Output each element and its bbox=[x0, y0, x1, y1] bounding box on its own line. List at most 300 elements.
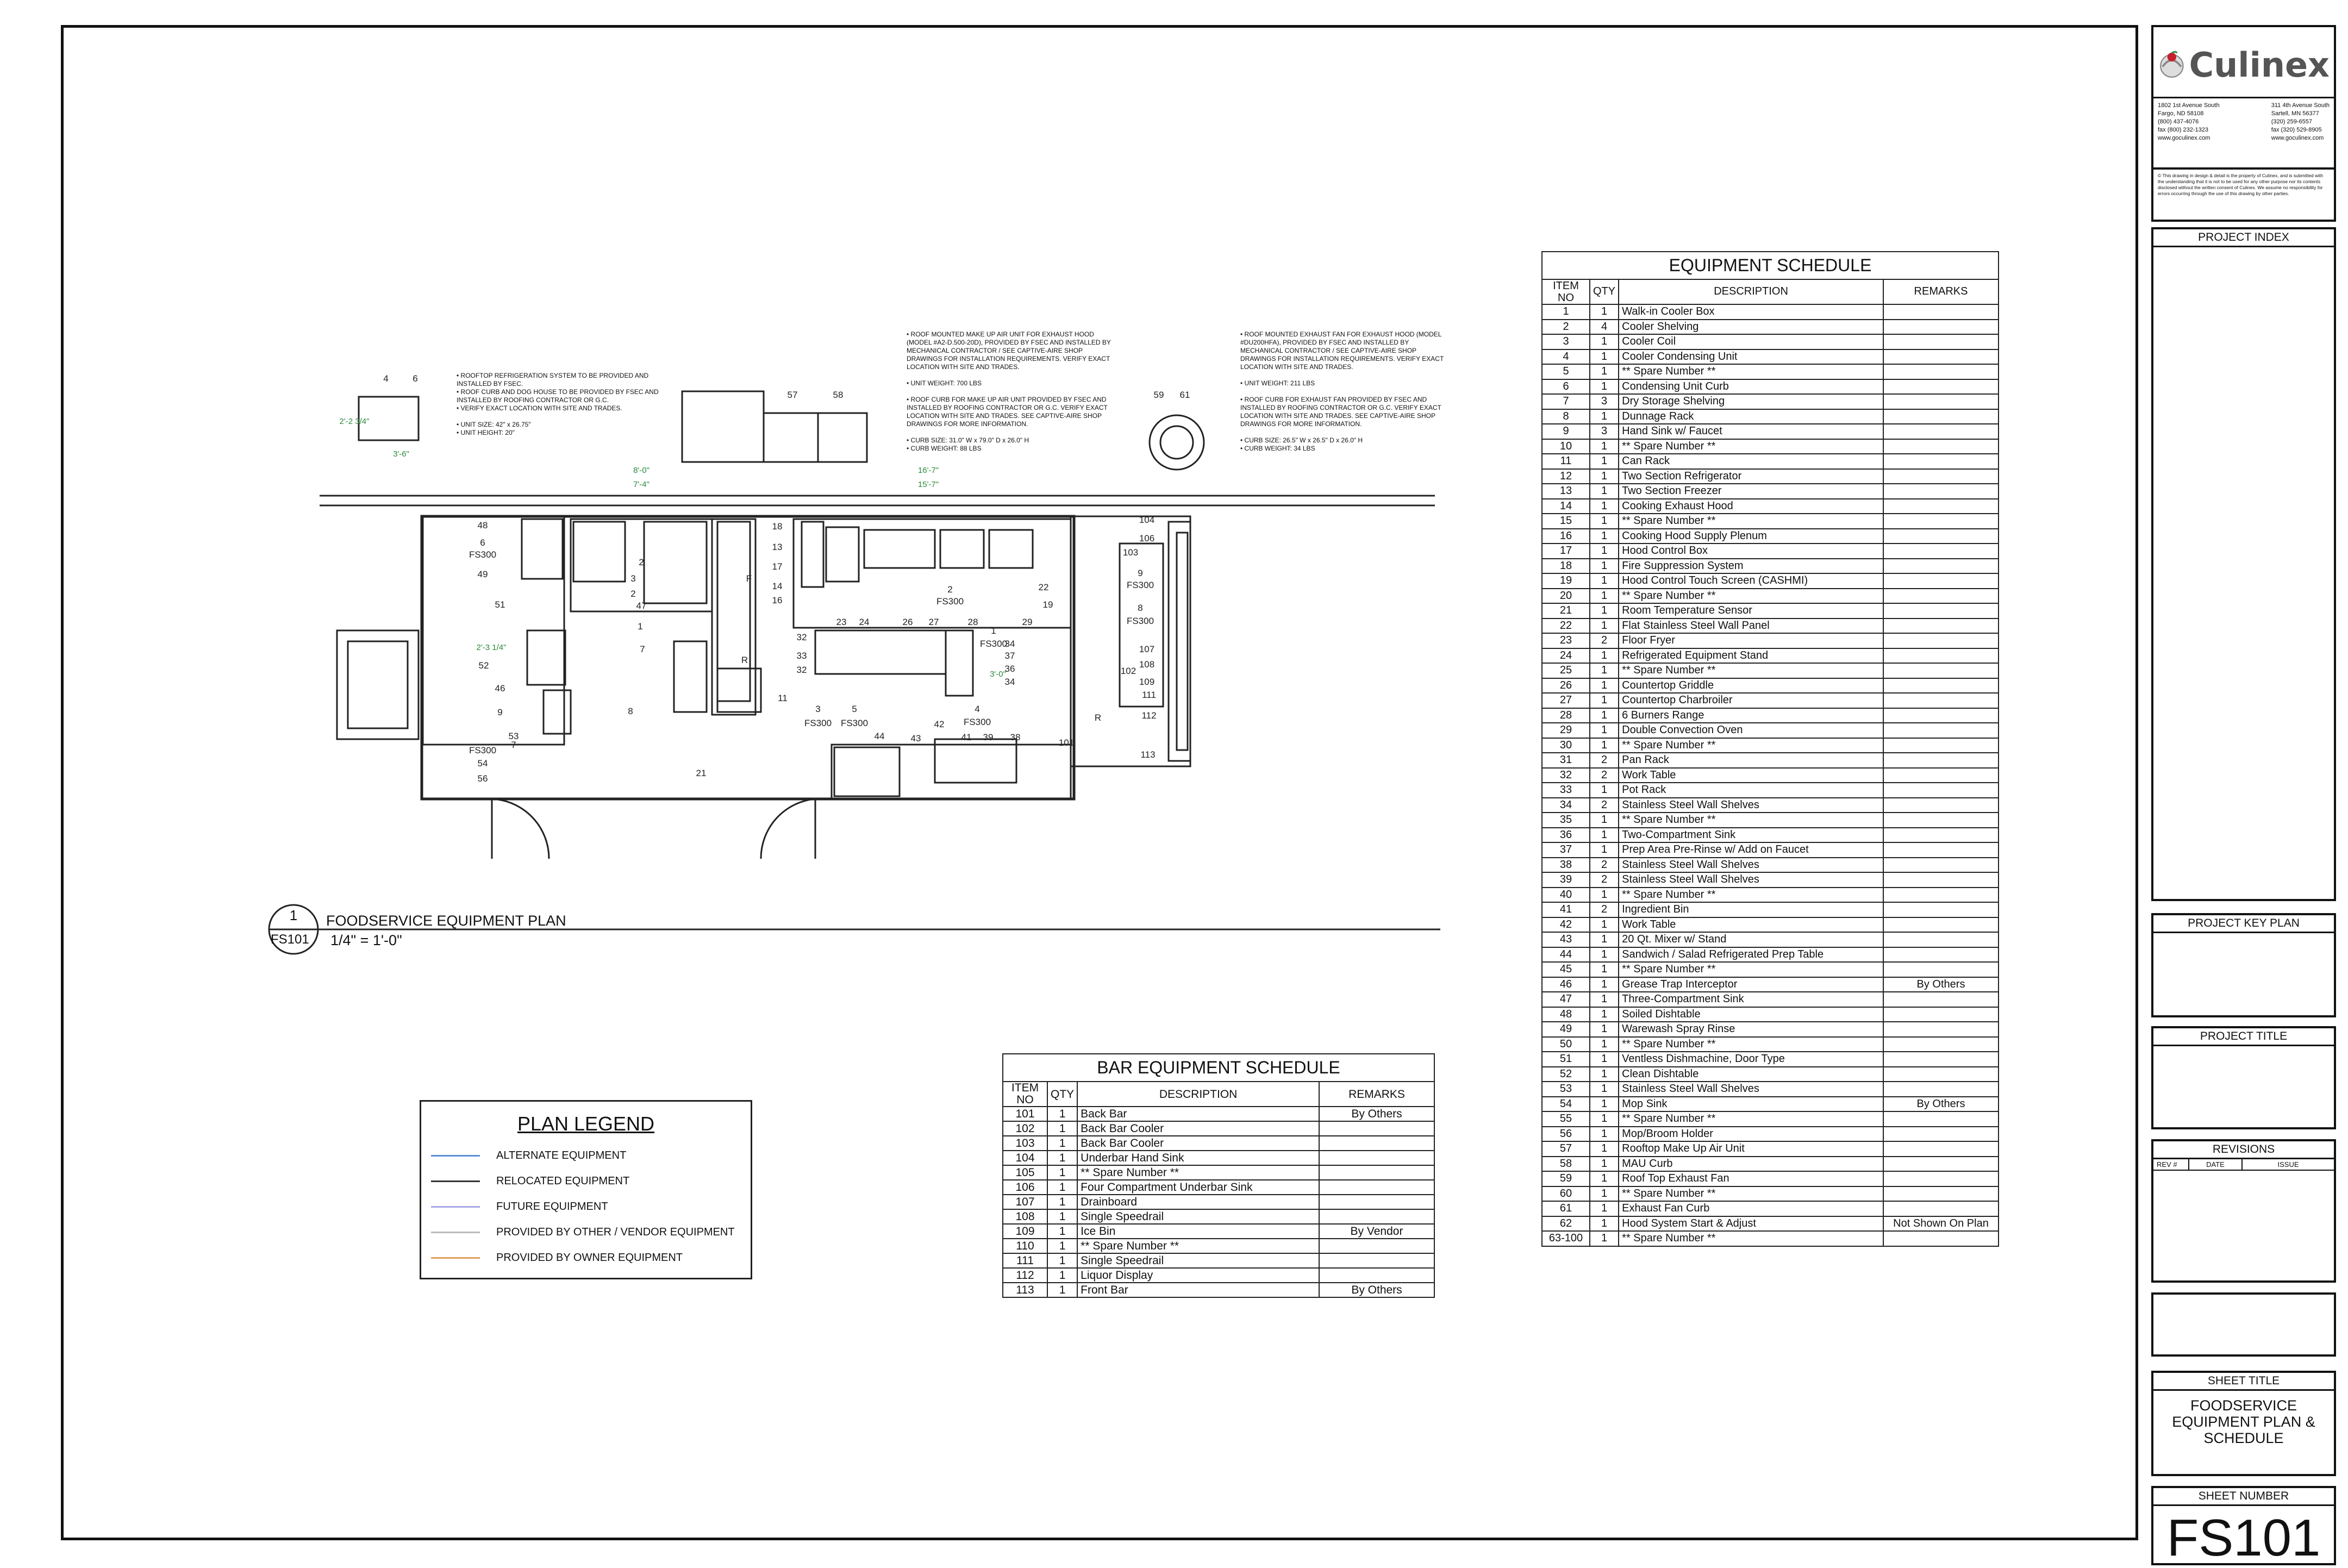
eq-cell-remarks bbox=[1883, 424, 1999, 439]
eq-cell-qty: 1 bbox=[1590, 559, 1619, 574]
eq-row bbox=[1542, 529, 1999, 544]
eq-cell-description: Hood System Start & Adjust bbox=[1619, 1216, 1883, 1232]
eq-cell-qty: 1 bbox=[1590, 1082, 1619, 1097]
bar-cell-description: Front Bar bbox=[1077, 1283, 1319, 1297]
eq-cell-item-no: 15 bbox=[1542, 514, 1590, 529]
eq-col-qty: QTY bbox=[1590, 279, 1619, 304]
eq-cell-qty: 1 bbox=[1590, 828, 1619, 843]
equipment-tag: FS300 bbox=[963, 717, 991, 727]
sheet-title: FOODSERVICE EQUIPMENT PLAN & SCHEDULE bbox=[2172, 1397, 2315, 1446]
bar-cell-description: Ice Bin bbox=[1077, 1224, 1319, 1239]
eq-cell-qty: 1 bbox=[1590, 723, 1619, 738]
eq-cell-item-no: 35 bbox=[1542, 813, 1590, 828]
title-block bbox=[2151, 25, 2336, 1567]
equipment-tag: 49 bbox=[477, 569, 488, 579]
bar-cell-description: Back Bar Cooler bbox=[1077, 1136, 1319, 1151]
bar-col-item-no: ITEM NO bbox=[1003, 1082, 1047, 1107]
eq-cell-qty: 1 bbox=[1590, 678, 1619, 694]
eq-row bbox=[1542, 1082, 1999, 1097]
eq-cell-qty: 1 bbox=[1590, 932, 1619, 947]
eq-cell-item-no: 53 bbox=[1542, 1082, 1590, 1097]
plan-scale: 1/4" = 1'-0" bbox=[330, 932, 402, 948]
bar-cell-remarks bbox=[1319, 1195, 1434, 1209]
eq-cell-remarks bbox=[1883, 738, 1999, 753]
eq-cell-remarks bbox=[1883, 603, 1999, 619]
eq-cell-qty: 1 bbox=[1590, 1127, 1619, 1142]
eq-cell-item-no: 56 bbox=[1542, 1127, 1590, 1142]
bar-row bbox=[1003, 1107, 1434, 1121]
equipment-tag: 102 bbox=[1120, 666, 1136, 676]
foodservice-equipment-plan bbox=[0, 0, 1468, 978]
eq-cell-remarks bbox=[1883, 484, 1999, 499]
eq-cell-item-no: 1 bbox=[1542, 304, 1590, 320]
eq-cell-qty: 1 bbox=[1590, 738, 1619, 753]
dimension-label: 3'-6" bbox=[393, 449, 409, 459]
eq-row bbox=[1542, 768, 1999, 783]
equipment-tag: FS300 bbox=[936, 596, 964, 607]
eq-cell-item-no: 62 bbox=[1542, 1216, 1590, 1232]
bar-cell-remarks: By Vendor bbox=[1319, 1224, 1434, 1239]
eq-row bbox=[1542, 1097, 1999, 1112]
eq-cell-qty: 1 bbox=[1590, 917, 1619, 933]
eq-row bbox=[1542, 454, 1999, 469]
eq-cell-qty: 1 bbox=[1590, 708, 1619, 723]
bar-cell-remarks bbox=[1319, 1253, 1434, 1268]
eq-cell-description: Dry Storage Shelving bbox=[1619, 394, 1883, 409]
eq-row bbox=[1542, 962, 1999, 977]
bar-cell-qty: 1 bbox=[1047, 1283, 1077, 1297]
equipment-tag: 101 bbox=[1058, 738, 1075, 748]
eq-cell-remarks bbox=[1883, 753, 1999, 768]
eq-row bbox=[1542, 514, 1999, 529]
eq-row bbox=[1542, 1231, 1999, 1246]
eq-cell-remarks bbox=[1883, 304, 1999, 320]
legend-label: ALTERNATE EQUIPMENT bbox=[496, 1150, 627, 1161]
eq-cell-remarks bbox=[1883, 1157, 1999, 1172]
eq-cell-qty: 2 bbox=[1590, 753, 1619, 768]
bar-cell-item-no: 108 bbox=[1003, 1209, 1047, 1224]
equipment-tag: 1 bbox=[638, 621, 643, 632]
eq-cell-remarks: By Others bbox=[1883, 1097, 1999, 1112]
project-key-plan-box bbox=[2151, 913, 2336, 1017]
eq-cell-remarks bbox=[1883, 1141, 1999, 1157]
eq-cell-remarks bbox=[1883, 364, 1999, 379]
eq-cell-item-no: 8 bbox=[1542, 409, 1590, 424]
equipment-tag: FS300 bbox=[1126, 580, 1154, 590]
eq-cell-qty: 1 bbox=[1590, 469, 1619, 484]
equipment-tag: 34 bbox=[1004, 639, 1015, 649]
eq-cell-remarks: By Others bbox=[1883, 977, 1999, 992]
eq-cell-remarks bbox=[1883, 1037, 1999, 1052]
equipment-tag: 39 bbox=[983, 732, 994, 742]
eq-cell-remarks bbox=[1883, 409, 1999, 424]
equipment-tag: 42 bbox=[934, 719, 945, 729]
eq-row bbox=[1542, 619, 1999, 634]
company-box bbox=[2151, 25, 2336, 174]
eq-cell-description: Dunnage Rack bbox=[1619, 409, 1883, 424]
eq-cell-remarks bbox=[1883, 798, 1999, 813]
eq-cell-qty: 1 bbox=[1590, 529, 1619, 544]
eq-row bbox=[1542, 708, 1999, 723]
legend-line-swatch bbox=[431, 1232, 480, 1233]
eq-row bbox=[1542, 1201, 1999, 1216]
equipment-tag: 2 bbox=[947, 584, 953, 595]
eq-col-remarks: REMARKS bbox=[1883, 279, 1999, 304]
eq-cell-description: Floor Fryer bbox=[1619, 633, 1883, 648]
equipment-tag: 3 bbox=[815, 704, 821, 714]
eq-cell-remarks bbox=[1883, 663, 1999, 678]
eq-cell-qty: 1 bbox=[1590, 409, 1619, 424]
eq-cell-description: ** Spare Number ** bbox=[1619, 514, 1883, 529]
equipment-tag: F bbox=[746, 573, 752, 584]
equipment-tag: 28 bbox=[967, 617, 978, 627]
eq-cell-description: Room Temperature Sensor bbox=[1619, 603, 1883, 619]
bar-cell-item-no: 101 bbox=[1003, 1107, 1047, 1121]
eq-cell-description: Cooler Coil bbox=[1619, 334, 1883, 349]
eq-cell-remarks bbox=[1883, 992, 1999, 1007]
eq-cell-remarks bbox=[1883, 529, 1999, 544]
bar-cell-item-no: 102 bbox=[1003, 1121, 1047, 1136]
equipment-tag: 8 bbox=[628, 706, 633, 716]
bar-cell-item-no: 107 bbox=[1003, 1195, 1047, 1209]
eq-row bbox=[1542, 1037, 1999, 1052]
eq-cell-description: Condensing Unit Curb bbox=[1619, 379, 1883, 395]
bar-cell-qty: 1 bbox=[1047, 1180, 1077, 1195]
eq-cell-qty: 1 bbox=[1590, 544, 1619, 559]
bar-cell-item-no: 103 bbox=[1003, 1136, 1047, 1151]
bar-row bbox=[1003, 1165, 1434, 1180]
equipment-tag: 54 bbox=[477, 758, 488, 769]
equipment-tag: 23 bbox=[836, 617, 847, 627]
eq-row bbox=[1542, 828, 1999, 843]
eq-cell-remarks bbox=[1883, 379, 1999, 395]
eq-cell-item-no: 29 bbox=[1542, 723, 1590, 738]
eq-row bbox=[1542, 947, 1999, 963]
equipment-tag: 26 bbox=[902, 617, 913, 627]
eq-cell-description: 6 Burners Range bbox=[1619, 708, 1883, 723]
eq-col-item-no: ITEM NO bbox=[1542, 279, 1590, 304]
eq-row bbox=[1542, 1127, 1999, 1142]
bar-cell-description: Back Bar Cooler bbox=[1077, 1121, 1319, 1136]
eq-cell-qty: 1 bbox=[1590, 783, 1619, 798]
equipment-tag: 52 bbox=[478, 660, 489, 671]
bar-cell-qty: 1 bbox=[1047, 1209, 1077, 1224]
bar-cell-qty: 1 bbox=[1047, 1151, 1077, 1165]
bar-cell-remarks bbox=[1319, 1239, 1434, 1253]
eq-cell-remarks bbox=[1883, 902, 1999, 917]
eq-cell-description: Walk-in Cooler Box bbox=[1619, 304, 1883, 320]
equipment-tag: 58 bbox=[833, 390, 844, 400]
eq-row bbox=[1542, 678, 1999, 694]
eq-cell-description: Work Table bbox=[1619, 768, 1883, 783]
equipment-tag: FS300 bbox=[1126, 616, 1154, 626]
eq-cell-qty: 1 bbox=[1590, 648, 1619, 664]
eq-cell-item-no: 5 bbox=[1542, 364, 1590, 379]
rev-col-number: REV # bbox=[2153, 1159, 2189, 1170]
eq-cell-qty: 1 bbox=[1590, 514, 1619, 529]
eq-cell-description: Hand Sink w/ Faucet bbox=[1619, 424, 1883, 439]
eq-row bbox=[1542, 1141, 1999, 1157]
eq-cell-qty: 1 bbox=[1590, 1231, 1619, 1246]
eq-cell-description: Can Rack bbox=[1619, 454, 1883, 469]
eq-cell-qty: 1 bbox=[1590, 349, 1619, 365]
bar-cell-description: ** Spare Number ** bbox=[1077, 1165, 1319, 1180]
eq-cell-qty: 2 bbox=[1590, 768, 1619, 783]
equipment-tag: 17 bbox=[772, 561, 783, 572]
bar-row bbox=[1003, 1268, 1434, 1283]
equipment-tag: 33 bbox=[796, 651, 807, 661]
eq-cell-remarks bbox=[1883, 394, 1999, 409]
eq-row bbox=[1542, 1171, 1999, 1186]
equipment-tag: 27 bbox=[928, 617, 939, 627]
eq-cell-qty: 1 bbox=[1590, 1111, 1619, 1127]
eq-cell-description: Cooler Condensing Unit bbox=[1619, 349, 1883, 365]
bar-cell-item-no: 112 bbox=[1003, 1268, 1047, 1283]
eq-cell-qty: 1 bbox=[1590, 619, 1619, 634]
eq-cell-description: MAU Curb bbox=[1619, 1157, 1883, 1172]
eq-cell-remarks bbox=[1883, 439, 1999, 454]
address-sartell: 311 4th Avenue South Sartell, MN 56377 (320) 259-6557 fax (320) 529-8905 www.goculinex.com bbox=[2271, 102, 2330, 141]
bar-row bbox=[1003, 1224, 1434, 1239]
eq-cell-description: Hood Control Touch Screen (CASHMI) bbox=[1619, 573, 1883, 589]
bar-cell-remarks bbox=[1319, 1165, 1434, 1180]
bar-cell-qty: 1 bbox=[1047, 1107, 1077, 1121]
eq-cell-qty: 1 bbox=[1590, 603, 1619, 619]
eq-cell-description: Fire Suppression System bbox=[1619, 559, 1883, 574]
equipment-tag: 59 bbox=[1153, 390, 1164, 400]
equipment-tag: 5 bbox=[852, 704, 857, 714]
eq-row bbox=[1542, 813, 1999, 828]
bar-col-qty: QTY bbox=[1047, 1082, 1077, 1107]
eq-cell-remarks: Not Shown On Plan bbox=[1883, 1216, 1999, 1232]
eq-cell-description: ** Spare Number ** bbox=[1619, 1186, 1883, 1202]
eq-cell-qty: 1 bbox=[1590, 1171, 1619, 1186]
detail-number: 1 bbox=[289, 907, 298, 923]
equipment-tag: 111 bbox=[1142, 690, 1156, 700]
bar-cell-item-no: 106 bbox=[1003, 1180, 1047, 1195]
eq-cell-remarks bbox=[1883, 559, 1999, 574]
eq-cell-remarks bbox=[1883, 633, 1999, 648]
eq-row bbox=[1542, 559, 1999, 574]
rev-col-issue: ISSUE bbox=[2277, 1160, 2299, 1169]
equipment-tag: 46 bbox=[495, 683, 505, 694]
eq-cell-qty: 1 bbox=[1590, 1157, 1619, 1172]
eq-cell-item-no: 12 bbox=[1542, 469, 1590, 484]
eq-cell-description: Grease Trap Interceptor bbox=[1619, 977, 1883, 992]
revisions-label: REVISIONS bbox=[2153, 1141, 2334, 1159]
eq-row bbox=[1542, 1022, 1999, 1037]
equipment-tag: 32 bbox=[796, 665, 807, 675]
equipment-tag: FS300 bbox=[840, 718, 869, 728]
bar-row bbox=[1003, 1209, 1434, 1224]
eq-cell-item-no: 58 bbox=[1542, 1157, 1590, 1172]
eq-cell-description: Double Convection Oven bbox=[1619, 723, 1883, 738]
eq-cell-remarks bbox=[1883, 783, 1999, 798]
legend-line-swatch bbox=[431, 1257, 480, 1259]
eq-cell-remarks bbox=[1883, 693, 1999, 708]
eq-cell-remarks bbox=[1883, 1052, 1999, 1067]
bar-row bbox=[1003, 1253, 1434, 1268]
eq-cell-description: Rooftop Make Up Air Unit bbox=[1619, 1141, 1883, 1157]
eq-cell-description: ** Spare Number ** bbox=[1619, 1111, 1883, 1127]
eq-row bbox=[1542, 394, 1999, 409]
legend-line-swatch bbox=[431, 1155, 480, 1157]
equipment-tag: FS300 bbox=[469, 745, 497, 755]
equipment-tag: 51 bbox=[495, 599, 505, 610]
eq-cell-item-no: 24 bbox=[1542, 648, 1590, 664]
eq-cell-item-no: 47 bbox=[1542, 992, 1590, 1007]
equipment-tag: 53 bbox=[508, 731, 519, 741]
eq-cell-item-no: 16 bbox=[1542, 529, 1590, 544]
eq-row bbox=[1542, 1007, 1999, 1022]
eq-cell-description: Work Table bbox=[1619, 917, 1883, 933]
eq-cell-qty: 1 bbox=[1590, 1067, 1619, 1082]
bar-col-remarks: REMARKS bbox=[1319, 1082, 1434, 1107]
eq-cell-qty: 1 bbox=[1590, 962, 1619, 977]
equipment-tag: R bbox=[1094, 713, 1102, 723]
bar-cell-remarks bbox=[1319, 1136, 1434, 1151]
eq-cell-remarks bbox=[1883, 962, 1999, 977]
eq-cell-qty: 1 bbox=[1590, 379, 1619, 395]
eq-cell-qty: 2 bbox=[1590, 633, 1619, 648]
eq-cell-description: Ingredient Bin bbox=[1619, 902, 1883, 917]
equipment-tag: FS300 bbox=[804, 718, 832, 728]
eq-cell-qty: 1 bbox=[1590, 1141, 1619, 1157]
eq-row bbox=[1542, 334, 1999, 349]
equipment-tag: 6 bbox=[480, 538, 485, 548]
equipment-tag: 107 bbox=[1139, 644, 1155, 654]
eq-cell-item-no: 28 bbox=[1542, 708, 1590, 723]
plan-legend bbox=[420, 1100, 752, 1279]
bar-cell-qty: 1 bbox=[1047, 1239, 1077, 1253]
eq-cell-description: Three-Compartment Sink bbox=[1619, 992, 1883, 1007]
project-title-box bbox=[2151, 1026, 2336, 1129]
dimension-label: 16'-7" bbox=[917, 466, 939, 475]
eq-cell-description: Stainless Steel Wall Shelves bbox=[1619, 1082, 1883, 1097]
equipment-tag: 8 bbox=[1138, 603, 1143, 613]
eq-cell-description: Hood Control Box bbox=[1619, 544, 1883, 559]
eq-cell-item-no: 38 bbox=[1542, 858, 1590, 873]
legend-item bbox=[421, 1143, 751, 1169]
bar-col-description: DESCRIPTION bbox=[1077, 1082, 1319, 1107]
equipment-tag: 14 bbox=[772, 581, 783, 591]
eq-cell-qty: 1 bbox=[1590, 1007, 1619, 1022]
bar-cell-description: Back Bar bbox=[1077, 1107, 1319, 1121]
equipment-tag: 32 bbox=[796, 632, 807, 642]
bar-equipment-schedule bbox=[1002, 1053, 1435, 1298]
eq-row bbox=[1542, 379, 1999, 395]
eq-cell-remarks bbox=[1883, 917, 1999, 933]
eq-cell-description: Pot Rack bbox=[1619, 783, 1883, 798]
equipment-tag: 11 bbox=[778, 693, 788, 703]
equipment-tag: 43 bbox=[910, 733, 921, 744]
equipment-tag: 9 bbox=[1138, 568, 1143, 578]
eq-row bbox=[1542, 902, 1999, 917]
legend-line-swatch bbox=[431, 1180, 480, 1182]
eq-cell-description: ** Spare Number ** bbox=[1619, 738, 1883, 753]
eq-cell-item-no: 6 bbox=[1542, 379, 1590, 395]
equipment-tag: 19 bbox=[1042, 599, 1053, 610]
eq-cell-remarks bbox=[1883, 872, 1999, 888]
bar-cell-description: Single Speedrail bbox=[1077, 1253, 1319, 1268]
bar-cell-remarks bbox=[1319, 1209, 1434, 1224]
eq-cell-qty: 1 bbox=[1590, 1201, 1619, 1216]
eq-cell-item-no: 51 bbox=[1542, 1052, 1590, 1067]
sheet-number-box bbox=[2151, 1486, 2336, 1565]
legend-label: RELOCATED EQUIPMENT bbox=[496, 1175, 630, 1187]
eq-cell-qty: 1 bbox=[1590, 589, 1619, 604]
eq-cell-description: Cooler Shelving bbox=[1619, 320, 1883, 335]
equipment-tag: 4 bbox=[383, 373, 389, 384]
eq-row bbox=[1542, 424, 1999, 439]
equipment-tag: 103 bbox=[1122, 547, 1139, 558]
eq-cell-item-no: 14 bbox=[1542, 499, 1590, 514]
bar-cell-qty: 1 bbox=[1047, 1224, 1077, 1239]
eq-cell-remarks bbox=[1883, 1127, 1999, 1142]
eq-cell-qty: 1 bbox=[1590, 663, 1619, 678]
eq-row bbox=[1542, 1111, 1999, 1127]
eq-cell-description: ** Spare Number ** bbox=[1619, 1037, 1883, 1052]
eq-cell-description: Two Section Refrigerator bbox=[1619, 469, 1883, 484]
eq-cell-qty: 1 bbox=[1590, 1022, 1619, 1037]
equipment-tag: R bbox=[741, 655, 748, 665]
eq-cell-qty: 1 bbox=[1590, 364, 1619, 379]
equipment-tag: FS300 bbox=[979, 639, 1008, 649]
eq-cell-remarks bbox=[1883, 813, 1999, 828]
eq-row bbox=[1542, 783, 1999, 798]
address-fargo: 1802 1st Avenue South Fargo, ND 58108 (800) 437-4076 fax (800) 232-1323 www.goculinex.com bbox=[2158, 102, 2220, 141]
bar-cell-remarks bbox=[1319, 1268, 1434, 1283]
legend-item bbox=[421, 1245, 751, 1271]
eq-cell-item-no: 39 bbox=[1542, 872, 1590, 888]
eq-row bbox=[1542, 723, 1999, 738]
eq-row bbox=[1542, 409, 1999, 424]
dimension-label: 2'-2 3/4" bbox=[339, 417, 370, 426]
bar-cell-description: Liquor Display bbox=[1077, 1268, 1319, 1283]
eq-cell-qty: 1 bbox=[1590, 1052, 1619, 1067]
eq-row bbox=[1542, 977, 1999, 992]
company-name: Culinex bbox=[2189, 45, 2330, 85]
bar-row bbox=[1003, 1136, 1434, 1151]
equipment-tag: 106 bbox=[1139, 533, 1155, 544]
eq-cell-description: ** Spare Number ** bbox=[1619, 962, 1883, 977]
eq-cell-item-no: 36 bbox=[1542, 828, 1590, 843]
eq-cell-description: ** Spare Number ** bbox=[1619, 663, 1883, 678]
eq-cell-description: Stainless Steel Wall Shelves bbox=[1619, 872, 1883, 888]
eq-cell-item-no: 59 bbox=[1542, 1171, 1590, 1186]
project-title-label: PROJECT TITLE bbox=[2153, 1028, 2334, 1046]
eq-cell-description: Cooking Exhaust Hood bbox=[1619, 499, 1883, 514]
bar-cell-qty: 1 bbox=[1047, 1121, 1077, 1136]
eq-cell-item-no: 60 bbox=[1542, 1186, 1590, 1202]
eq-cell-remarks bbox=[1883, 320, 1999, 335]
eq-cell-description: Roof Top Exhaust Fan bbox=[1619, 1171, 1883, 1186]
eq-row bbox=[1542, 738, 1999, 753]
eq-cell-remarks bbox=[1883, 1082, 1999, 1097]
bar-row bbox=[1003, 1180, 1434, 1195]
culinex-logo-icon bbox=[2158, 46, 2186, 84]
eq-row bbox=[1542, 648, 1999, 664]
project-index-label: PROJECT INDEX bbox=[2153, 229, 2334, 247]
eq-cell-item-no: 13 bbox=[1542, 484, 1590, 499]
eq-cell-remarks bbox=[1883, 544, 1999, 559]
eq-row bbox=[1542, 589, 1999, 604]
eq-row bbox=[1542, 469, 1999, 484]
bar-cell-description: Drainboard bbox=[1077, 1195, 1319, 1209]
eq-cell-description: ** Spare Number ** bbox=[1619, 364, 1883, 379]
eq-cell-item-no: 21 bbox=[1542, 603, 1590, 619]
eq-cell-remarks bbox=[1883, 947, 1999, 963]
